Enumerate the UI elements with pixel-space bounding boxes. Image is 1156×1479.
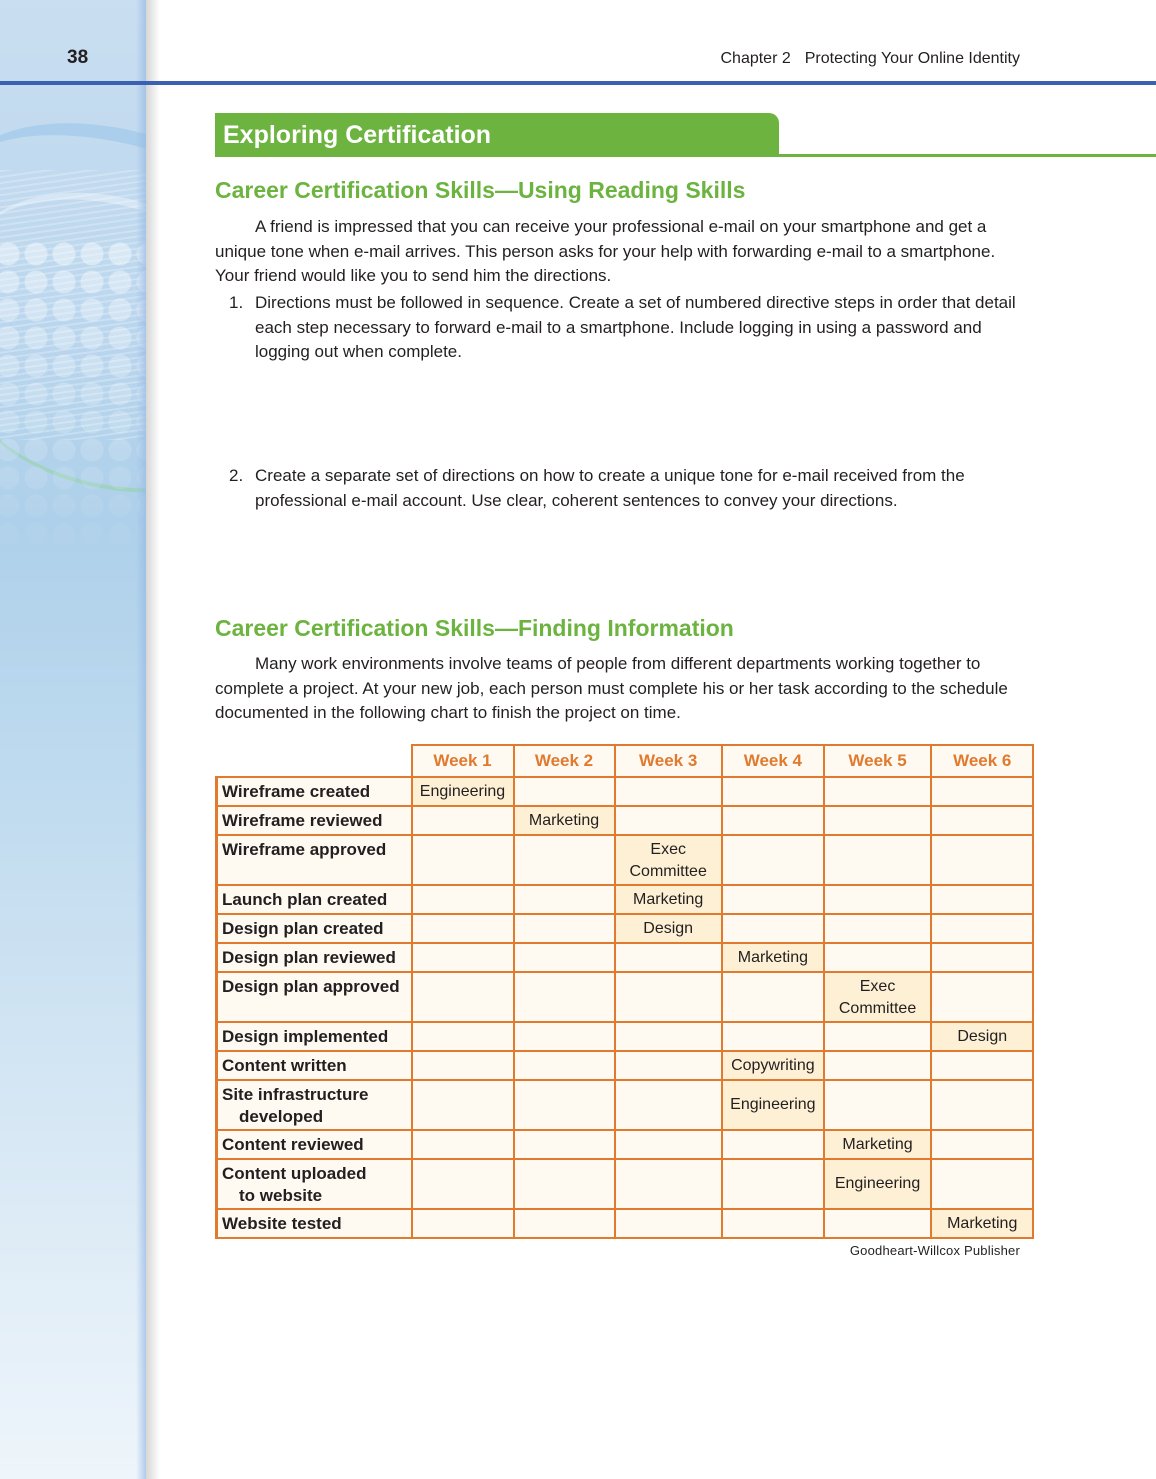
section-heading-finding-information: Career Certification Skills—Finding Information (215, 615, 734, 641)
schedule-cell: Marketing (514, 806, 615, 835)
schedule-cell (514, 943, 615, 972)
banner-rule (215, 154, 1156, 157)
task-label: Design plan approved (217, 972, 412, 1022)
schedule-cell (412, 1159, 514, 1209)
schedule-cell: Design (931, 1022, 1033, 1051)
task-label: Content reviewed (217, 1130, 412, 1159)
list-number: 2. (229, 466, 244, 485)
banner-title: Exploring Certification (223, 121, 492, 149)
column-header-week-5: Week 5 (824, 745, 931, 777)
schedule-cell (514, 1159, 615, 1209)
schedule-cell (931, 835, 1033, 885)
list-text: Create a separate set of directions on how to create a unique tone for e-mail received from the professional e-mail account. Use clear, coherent sentences to convey your directions. (255, 466, 965, 510)
schedule-cell (722, 1022, 824, 1051)
schedule-cell (722, 1209, 824, 1238)
schedule-cell (514, 777, 615, 806)
schedule-cell (412, 1051, 514, 1080)
table-row (217, 943, 1034, 972)
schedule-cell (931, 1051, 1033, 1080)
schedule-cell (514, 972, 615, 1022)
schedule-cell (514, 1130, 615, 1159)
schedule-cell (514, 835, 615, 885)
list-number: 1. (229, 293, 244, 312)
task-label: Content written (217, 1051, 412, 1080)
schedule-cell (615, 1022, 722, 1051)
schedule-cell (615, 943, 722, 972)
task-label-line1: Content uploaded (222, 1164, 367, 1183)
schedule-cell (514, 914, 615, 943)
task-label: Wireframe reviewed (217, 806, 412, 835)
schedule-cell (514, 1051, 615, 1080)
schedule-cell (931, 777, 1033, 806)
schedule-cell (931, 1080, 1033, 1130)
table-row (217, 914, 1034, 943)
task-label: Launch plan created (217, 885, 412, 914)
schedule-cell (615, 1080, 722, 1130)
schedule-cell (615, 1051, 722, 1080)
schedule-cell (412, 1130, 514, 1159)
task-label: Wireframe created (217, 777, 412, 806)
table-row (217, 1159, 1034, 1209)
schedule-cell (412, 835, 514, 885)
chapter-title: Protecting Your Online Identity (804, 50, 1020, 67)
task-label-line1: Site infrastructure (222, 1085, 369, 1104)
table-header-row (217, 745, 1034, 777)
table-row (217, 972, 1034, 1022)
schedule-cell (931, 943, 1033, 972)
task-label: Design implemented (217, 1022, 412, 1051)
table-row (217, 1022, 1034, 1051)
schedule-cell (615, 972, 722, 1022)
decorative-side-band (0, 0, 146, 1479)
task-label (217, 1080, 412, 1130)
schedule-cell (615, 777, 722, 806)
section-intro-paragraph: A friend is impressed that you can receive your professional e-mail on your smartphone and get a unique tone when e-mail arrives. This person asks for your help with forwarding e-mail to a smartphone. Your friend would like you to send him the directions. (215, 217, 996, 286)
schedule-cell (824, 1022, 931, 1051)
schedule-cell (514, 1209, 615, 1238)
table-row (217, 1080, 1034, 1130)
table-row (217, 885, 1034, 914)
task-label: Wireframe approved (217, 835, 412, 885)
schedule-cell (412, 1022, 514, 1051)
schedule-cell (412, 1209, 514, 1238)
schedule-cell: Engineering (824, 1159, 931, 1209)
schedule-cell (722, 1130, 824, 1159)
table-row (217, 1051, 1034, 1080)
task-label-line2: developed (239, 1107, 324, 1126)
schedule-cell (615, 806, 722, 835)
decorative-dots (0, 240, 146, 560)
table-row (217, 835, 1034, 885)
table-row (217, 777, 1034, 806)
schedule-cell (722, 972, 824, 1022)
section-heading-reading-skills: Career Certification Skills—Using Reading Skills (215, 177, 746, 203)
schedule-cell (412, 1080, 514, 1130)
schedule-cell (824, 1080, 931, 1130)
schedule-cell (722, 806, 824, 835)
schedule-cell (824, 835, 931, 885)
list-item (215, 464, 1021, 513)
schedule-cell (412, 972, 514, 1022)
header-rule (0, 81, 1156, 85)
running-head (720, 50, 1020, 68)
section-banner (215, 113, 779, 157)
schedule-cell: Exec Committee (615, 835, 722, 885)
schedule-cell (412, 806, 514, 835)
schedule-cell (412, 914, 514, 943)
table-row (217, 1209, 1034, 1238)
schedule-cell (824, 806, 931, 835)
table-row (217, 806, 1034, 835)
column-header-week-1: Week 1 (412, 745, 514, 777)
schedule-cell (514, 1080, 615, 1130)
schedule-cell (412, 943, 514, 972)
schedule-cell (931, 1159, 1033, 1209)
list-text: Directions must be followed in sequence. Create a set of numbered directive steps in order that detail each step necessary to forward e-mail to a smartphone. Include logging in using a password and logging out when complete. (255, 293, 1016, 362)
task-label: Design plan created (217, 914, 412, 943)
schedule-cell (514, 885, 615, 914)
schedule-cell: Copywriting (722, 1051, 824, 1080)
chapter-label: Chapter 2 (720, 50, 791, 67)
table-row (217, 1130, 1034, 1159)
schedule-cell (824, 943, 931, 972)
schedule-cell: Marketing (931, 1209, 1033, 1238)
schedule-cell: Engineering (412, 777, 514, 806)
column-header-week-6: Week 6 (931, 745, 1033, 777)
schedule-cell: Marketing (722, 943, 824, 972)
schedule-cell (824, 914, 931, 943)
schedule-cell (824, 1051, 931, 1080)
schedule-cell (412, 885, 514, 914)
task-label: Design plan reviewed (217, 943, 412, 972)
schedule-cell (615, 1130, 722, 1159)
schedule-cell: Marketing (824, 1130, 931, 1159)
section-intro-paragraph: Many work environments involve teams of people from different departments working together to complete a project. At your new job, each person must complete his or her task according to the schedule documented in the following chart to finish the project on time. (215, 654, 1008, 723)
schedule-cell (615, 1159, 722, 1209)
list-item (215, 291, 1021, 365)
source-credit: Goodheart-Willcox Publisher (849, 1243, 1020, 1258)
schedule-cell (824, 1209, 931, 1238)
schedule-cell (722, 1159, 824, 1209)
task-label: Website tested (217, 1209, 412, 1238)
task-label-line2: to website (239, 1186, 323, 1205)
schedule-cell (824, 885, 931, 914)
schedule-cell (615, 1209, 722, 1238)
task-label (217, 1159, 412, 1209)
schedule-cell (931, 972, 1033, 1022)
column-header-week-2: Week 2 (514, 745, 615, 777)
schedule-cell: Engineering (722, 1080, 824, 1130)
schedule-cell (722, 885, 824, 914)
page-number: 38 (67, 47, 89, 68)
schedule-cell (931, 914, 1033, 943)
page-gutter-shadow (146, 0, 160, 1479)
column-header-week-4: Week 4 (722, 745, 824, 777)
schedule-cell (931, 885, 1033, 914)
schedule-cell (931, 806, 1033, 835)
schedule-cell: Marketing (615, 885, 722, 914)
schedule-cell (722, 914, 824, 943)
schedule-cell (514, 1022, 615, 1051)
schedule-cell (931, 1130, 1033, 1159)
schedule-cell (722, 777, 824, 806)
schedule-cell (824, 777, 931, 806)
schedule-cell: Design (615, 914, 722, 943)
schedule-cell (722, 835, 824, 885)
column-header-week-3: Week 3 (615, 745, 722, 777)
schedule-cell: Exec Committee (824, 972, 931, 1022)
schedule-table (215, 744, 1034, 1239)
table-corner (217, 745, 412, 777)
